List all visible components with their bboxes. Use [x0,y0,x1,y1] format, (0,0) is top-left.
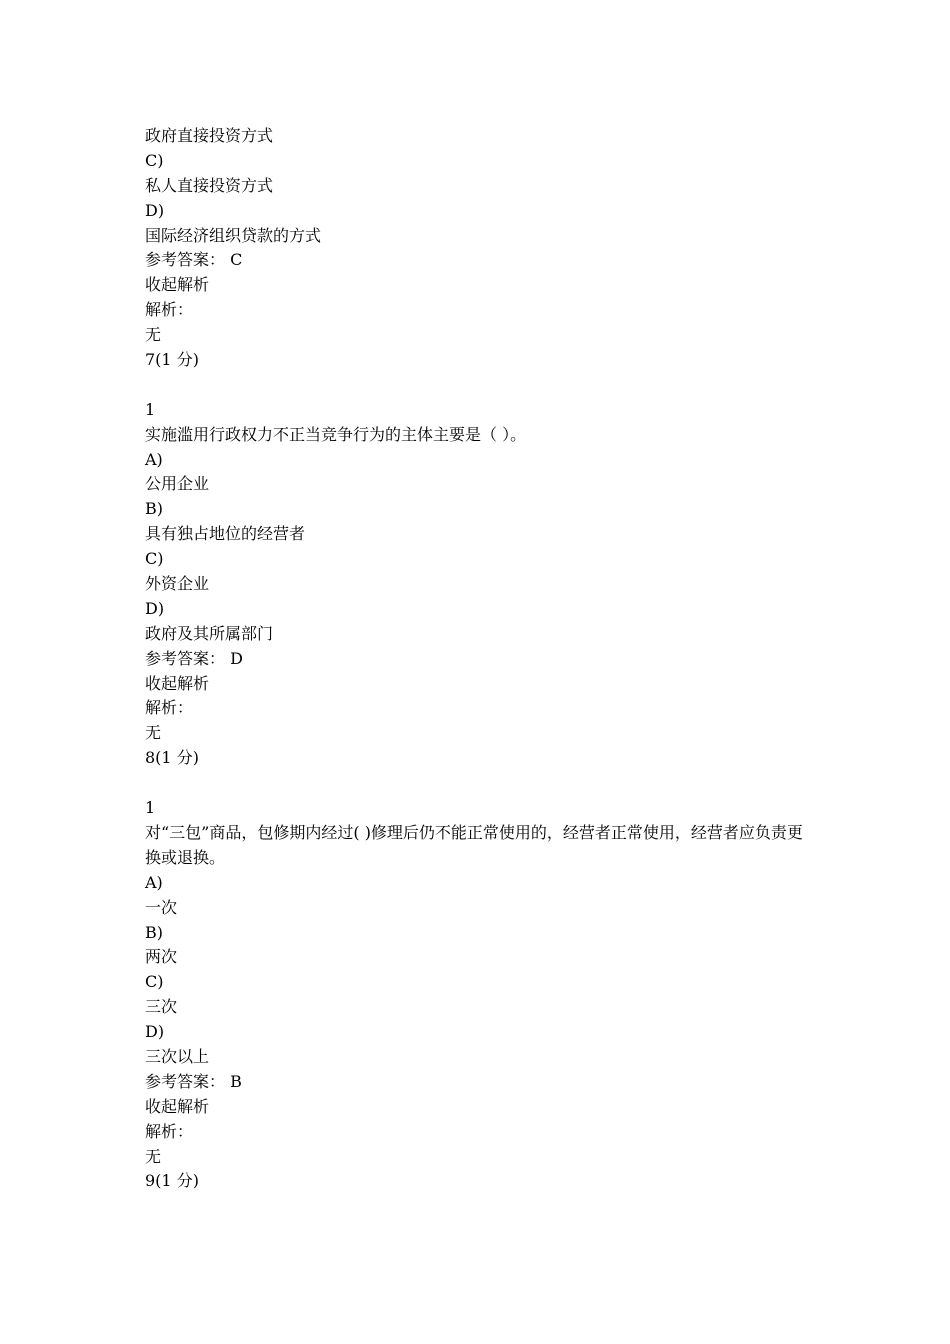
option-text: 公用企业 [145,474,210,494]
analysis-text: 无 [145,723,162,743]
spacer [145,771,815,796]
analysis-label: 解析： [145,698,194,718]
option-letter: D) [145,598,165,618]
question-index: 1 [145,399,156,419]
reference-answer: 参考答案： B [145,1071,242,1091]
option-text: 三次以上 [145,1046,210,1066]
option-text: 国际经济组织贷款的方式 [145,225,322,245]
option-letter: A) [145,449,163,469]
option-letter: B) [145,922,163,942]
option-letter: B) [145,499,163,519]
question-number: 8(1 分) [145,748,199,768]
option-letter: A) [145,872,163,892]
option-letter: C) [145,150,164,170]
question-number: 7(1 分) [145,350,199,370]
analysis-text: 无 [145,1146,162,1166]
collapse-analysis-link[interactable]: 收起解析 [145,1096,210,1116]
question-index: 1 [145,798,156,818]
option-text: 政府及其所属部门 [145,623,274,643]
option-text: 具有独占地位的经营者 [145,524,306,544]
option-text: 一次 [145,897,178,917]
option-letter: C) [145,549,164,569]
reference-answer: 参考答案： D [145,648,243,668]
spacer [145,373,815,398]
collapse-analysis-link[interactable]: 收起解析 [145,673,210,693]
option-letter: D) [145,200,165,220]
collapse-analysis-link[interactable]: 收起解析 [145,275,210,295]
option-text: 三次 [145,997,178,1017]
question-text: 实施滥用行政权力不正当竞争行为的主体主要是（ ）。 [145,424,527,444]
reference-answer: 参考答案： C [145,250,243,270]
analysis-label: 解析： [145,300,194,320]
option-text: 私人直接投资方式 [145,175,274,195]
option-text: 外资企业 [145,574,210,594]
analysis-label: 解析： [145,1121,194,1141]
question-number: 9(1 分) [145,1171,199,1191]
option-letter: D) [145,1022,165,1042]
analysis-text: 无 [145,325,162,345]
document-page [145,124,815,1194]
option-text: 两次 [145,947,178,967]
option-text: 政府直接投资方式 [145,126,274,145]
question-text: 对“三包”商品，包修期内经过( )修理后仍不能正常使用的，经营者正常使用，经营者应负责更换或退换。 [145,822,803,867]
option-letter: C) [145,972,164,992]
